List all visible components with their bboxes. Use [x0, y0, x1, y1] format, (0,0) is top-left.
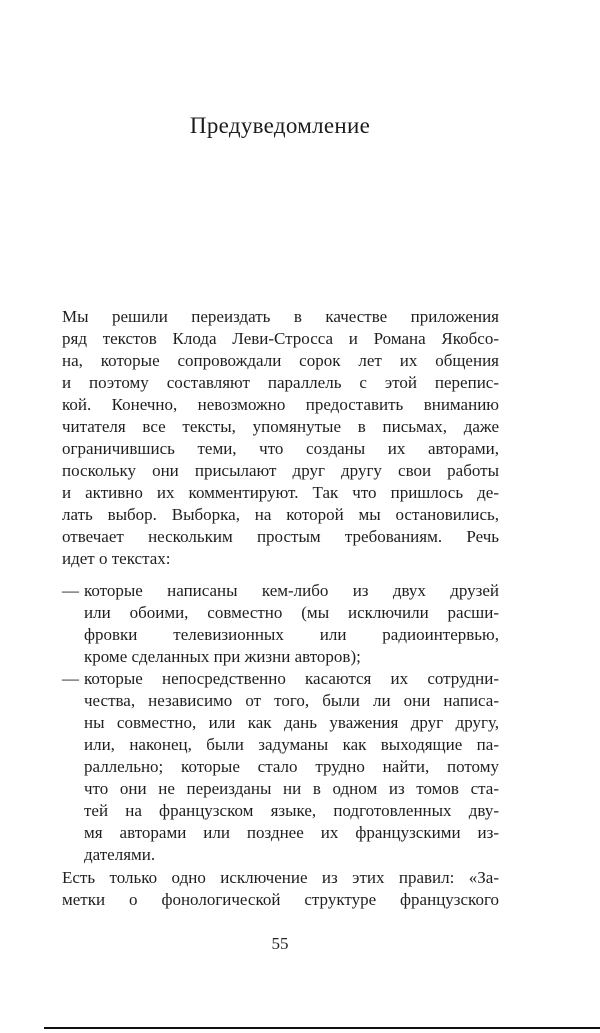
text-line: дателями.: [84, 845, 156, 864]
text-line: ны совместно, или как дань уважения друг другу,: [84, 713, 499, 732]
text-line: и активно их комментируют. Так что пришлось де-: [62, 483, 499, 502]
text-line: что они не переизданы ни в одном из томов ста-: [84, 779, 499, 798]
text-line: тей на французском языке, подготовленных дву-: [84, 801, 499, 820]
text-line: ограничившись теми, что созданы их авторами,: [62, 439, 499, 458]
text-line: кой. Конечно, невозможно предоставить вниманию: [62, 395, 499, 414]
exception-paragraph: [62, 867, 499, 911]
intro-paragraph: [62, 306, 499, 570]
text-line: чества, независимо от того, были ли они написа-: [84, 691, 499, 710]
page-title: Предуведомление: [189, 113, 371, 138]
text-line: кроме сделанных при жизни авторов);: [84, 647, 361, 666]
text-line: мя авторами или позднее их французскими из-: [84, 823, 499, 842]
text-line: идет о текстах:: [62, 549, 171, 568]
text-line: Мы решили переиздать в качестве приложения: [62, 307, 499, 326]
text-line: лать выбор. Выборка, на которой мы остановились,: [62, 505, 499, 524]
bottom-rule: [44, 1027, 600, 1029]
text-line: метки о фонологической структуре французского: [62, 890, 499, 909]
text-line: которые написаны кем-либо из двух друзей: [84, 581, 499, 600]
text-line: читателя все тексты, упомянутые в письмах, даже: [62, 417, 499, 436]
list-dash: —: [62, 669, 79, 688]
text-line: Есть только одно исключение из этих правил: «За-: [62, 868, 499, 887]
text-line: на, которые сопровождали сорок лет их общения: [62, 351, 499, 370]
text-line: ряд текстов Клода Леви-Стросса и Романа Якобсо-: [62, 329, 499, 348]
text-line: или, наконец, были задуманы как выходящие па-: [84, 735, 499, 754]
page-number: 55: [271, 934, 289, 953]
text-line: и поэтому составляют параллель с этой перепис-: [62, 373, 499, 392]
list-dash: —: [62, 581, 79, 600]
text-line: которые непосредственно касаются их сотрудни-: [84, 669, 499, 688]
list-item: [62, 580, 499, 668]
text-line: или обоими, совместно (мы исключили расши-: [84, 603, 499, 622]
list-item: [62, 668, 499, 866]
text-line: поскольку они присылают друг другу свои работы: [62, 461, 499, 480]
text-line: фровки телевизионных или радиоинтервью,: [84, 625, 499, 644]
text-line: отвечает нескольким простым требованиям. Речь: [62, 527, 499, 546]
text-line: раллельно; которые стало трудно найти, потому: [84, 757, 499, 776]
criteria-list: [62, 580, 499, 866]
